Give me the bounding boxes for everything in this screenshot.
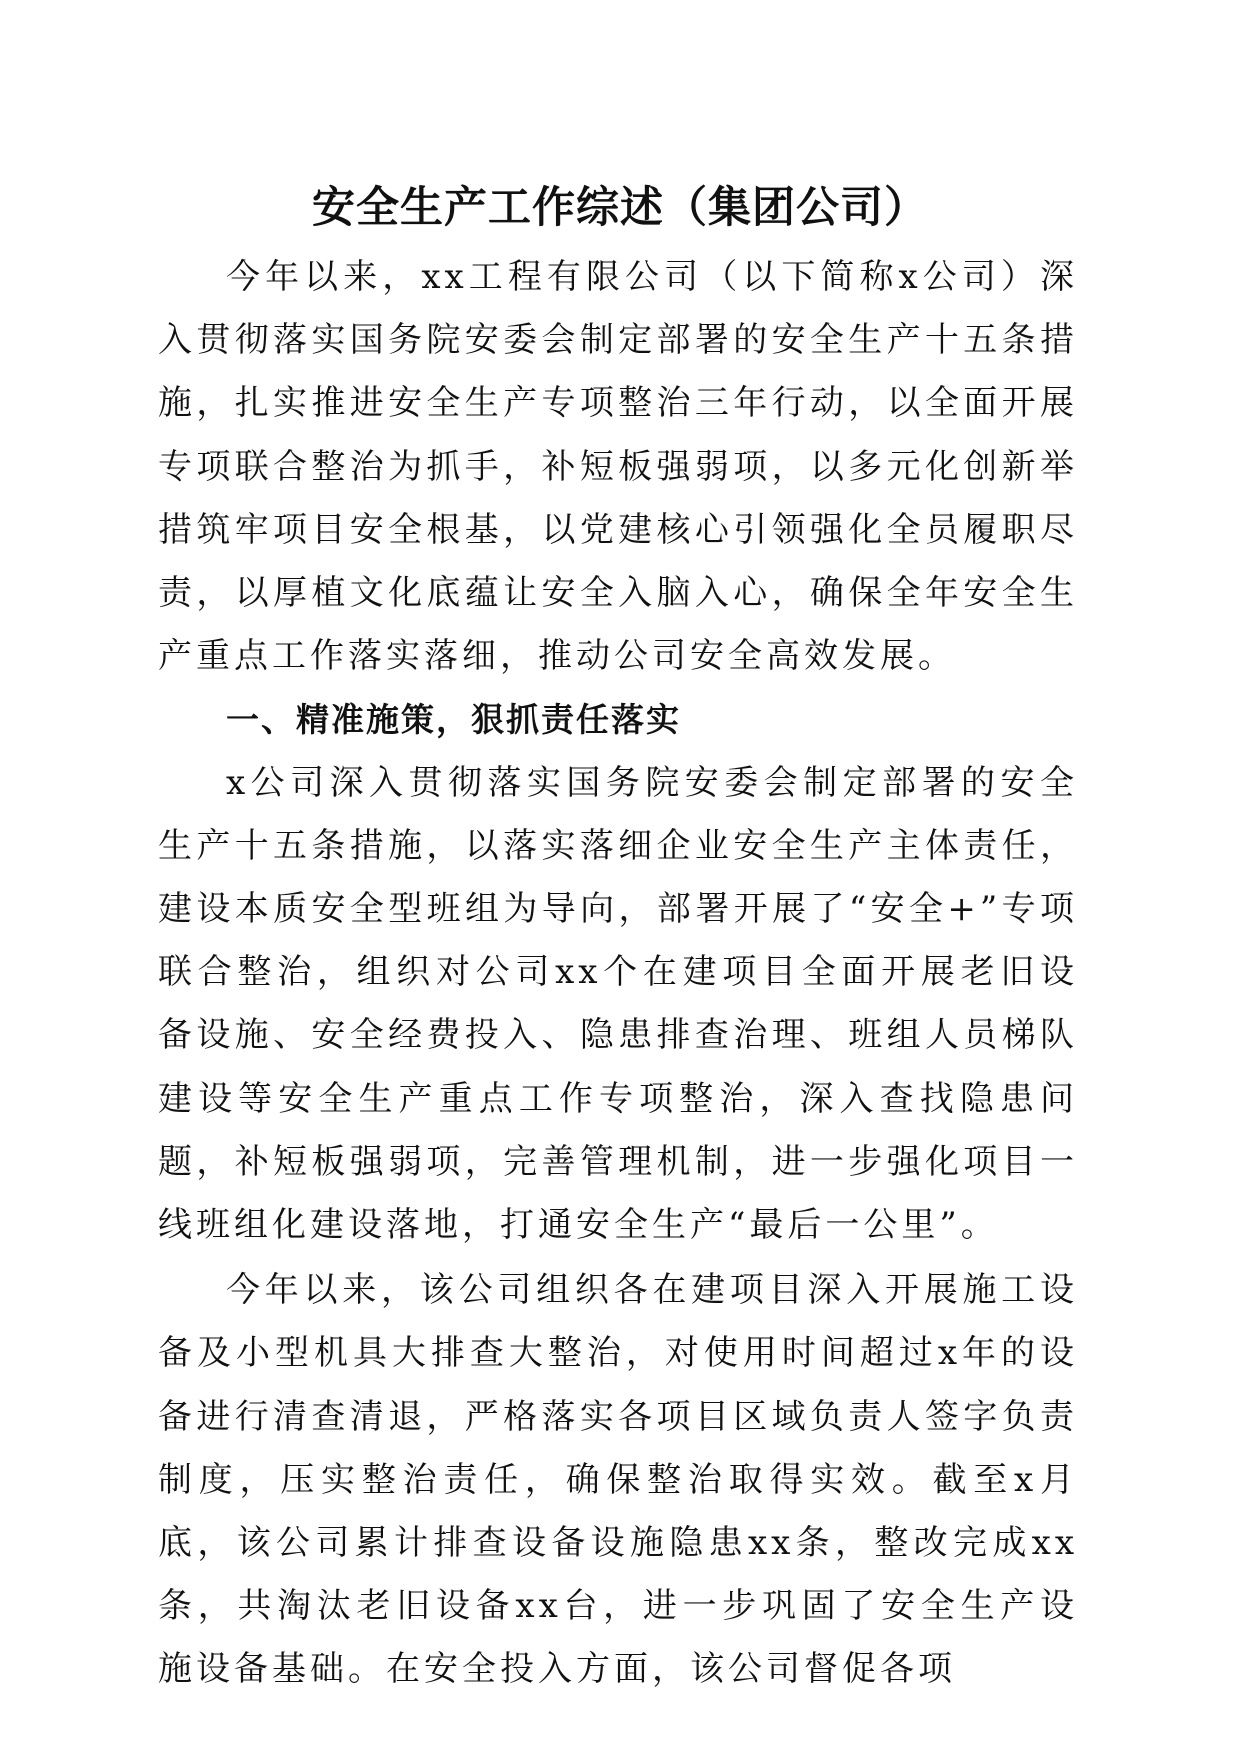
body-paragraph: x公司深入贯彻落实国务院安委会制定部署的安全生产十五条措施，以落实落细企业安全生产主体责任，建设本质安全型班组为导向，部署开展了“安全+”专项联合整治，组织对公司xx个在建项目全面开展老旧设备设施、安全经费投入、隐患排查治理、班组人员梯队建设等安全生产重点工作专项整治，深入查找隐患问题，补短板强弱项，完善管理机制，进一步强化项目一线班组化建设落地，打通安全生产“最后一公里”。 (158, 762, 1078, 1246)
body-paragraph: 今年以来，该公司组织各在建项目深入开展施工设备及小型机具大排查大整治，对使用时间超过x年的设备进行清查清退，严格落实各项目区域负责人签字负责制度，压实整治责任，确保整治取得实效。截至x月底，该公司累计排查设备设施隐患xx条，整改完成xx条，共淘汰老旧设备xx台，进一步巩固了安全生产设施设备基础。在安全投入方面，该公司督促各项 (158, 1270, 1078, 1690)
document-title: 安全生产工作综述（集团公司） (312, 183, 928, 233)
section-heading: 一、精准施策，狠抓责任落实 (226, 700, 681, 740)
intro-paragraph: 今年以来，xx工程有限公司（以下简称x公司）深入贯彻落实国务院安委会制定部署的安全生产十五条措施，扎实推进安全生产专项整治三年行动，以全面开展专项联合整治为抓手，补短板强弱项，以多元化创新举措筑牢项目安全根基，以党建核心引领强化全员履职尽责，以厚植文化底蕴让安全入脑入心，确保全年安全生产重点工作落实落细，推动公司安全高效发展。 (158, 257, 1078, 677)
document-body (158, 246, 1078, 1702)
